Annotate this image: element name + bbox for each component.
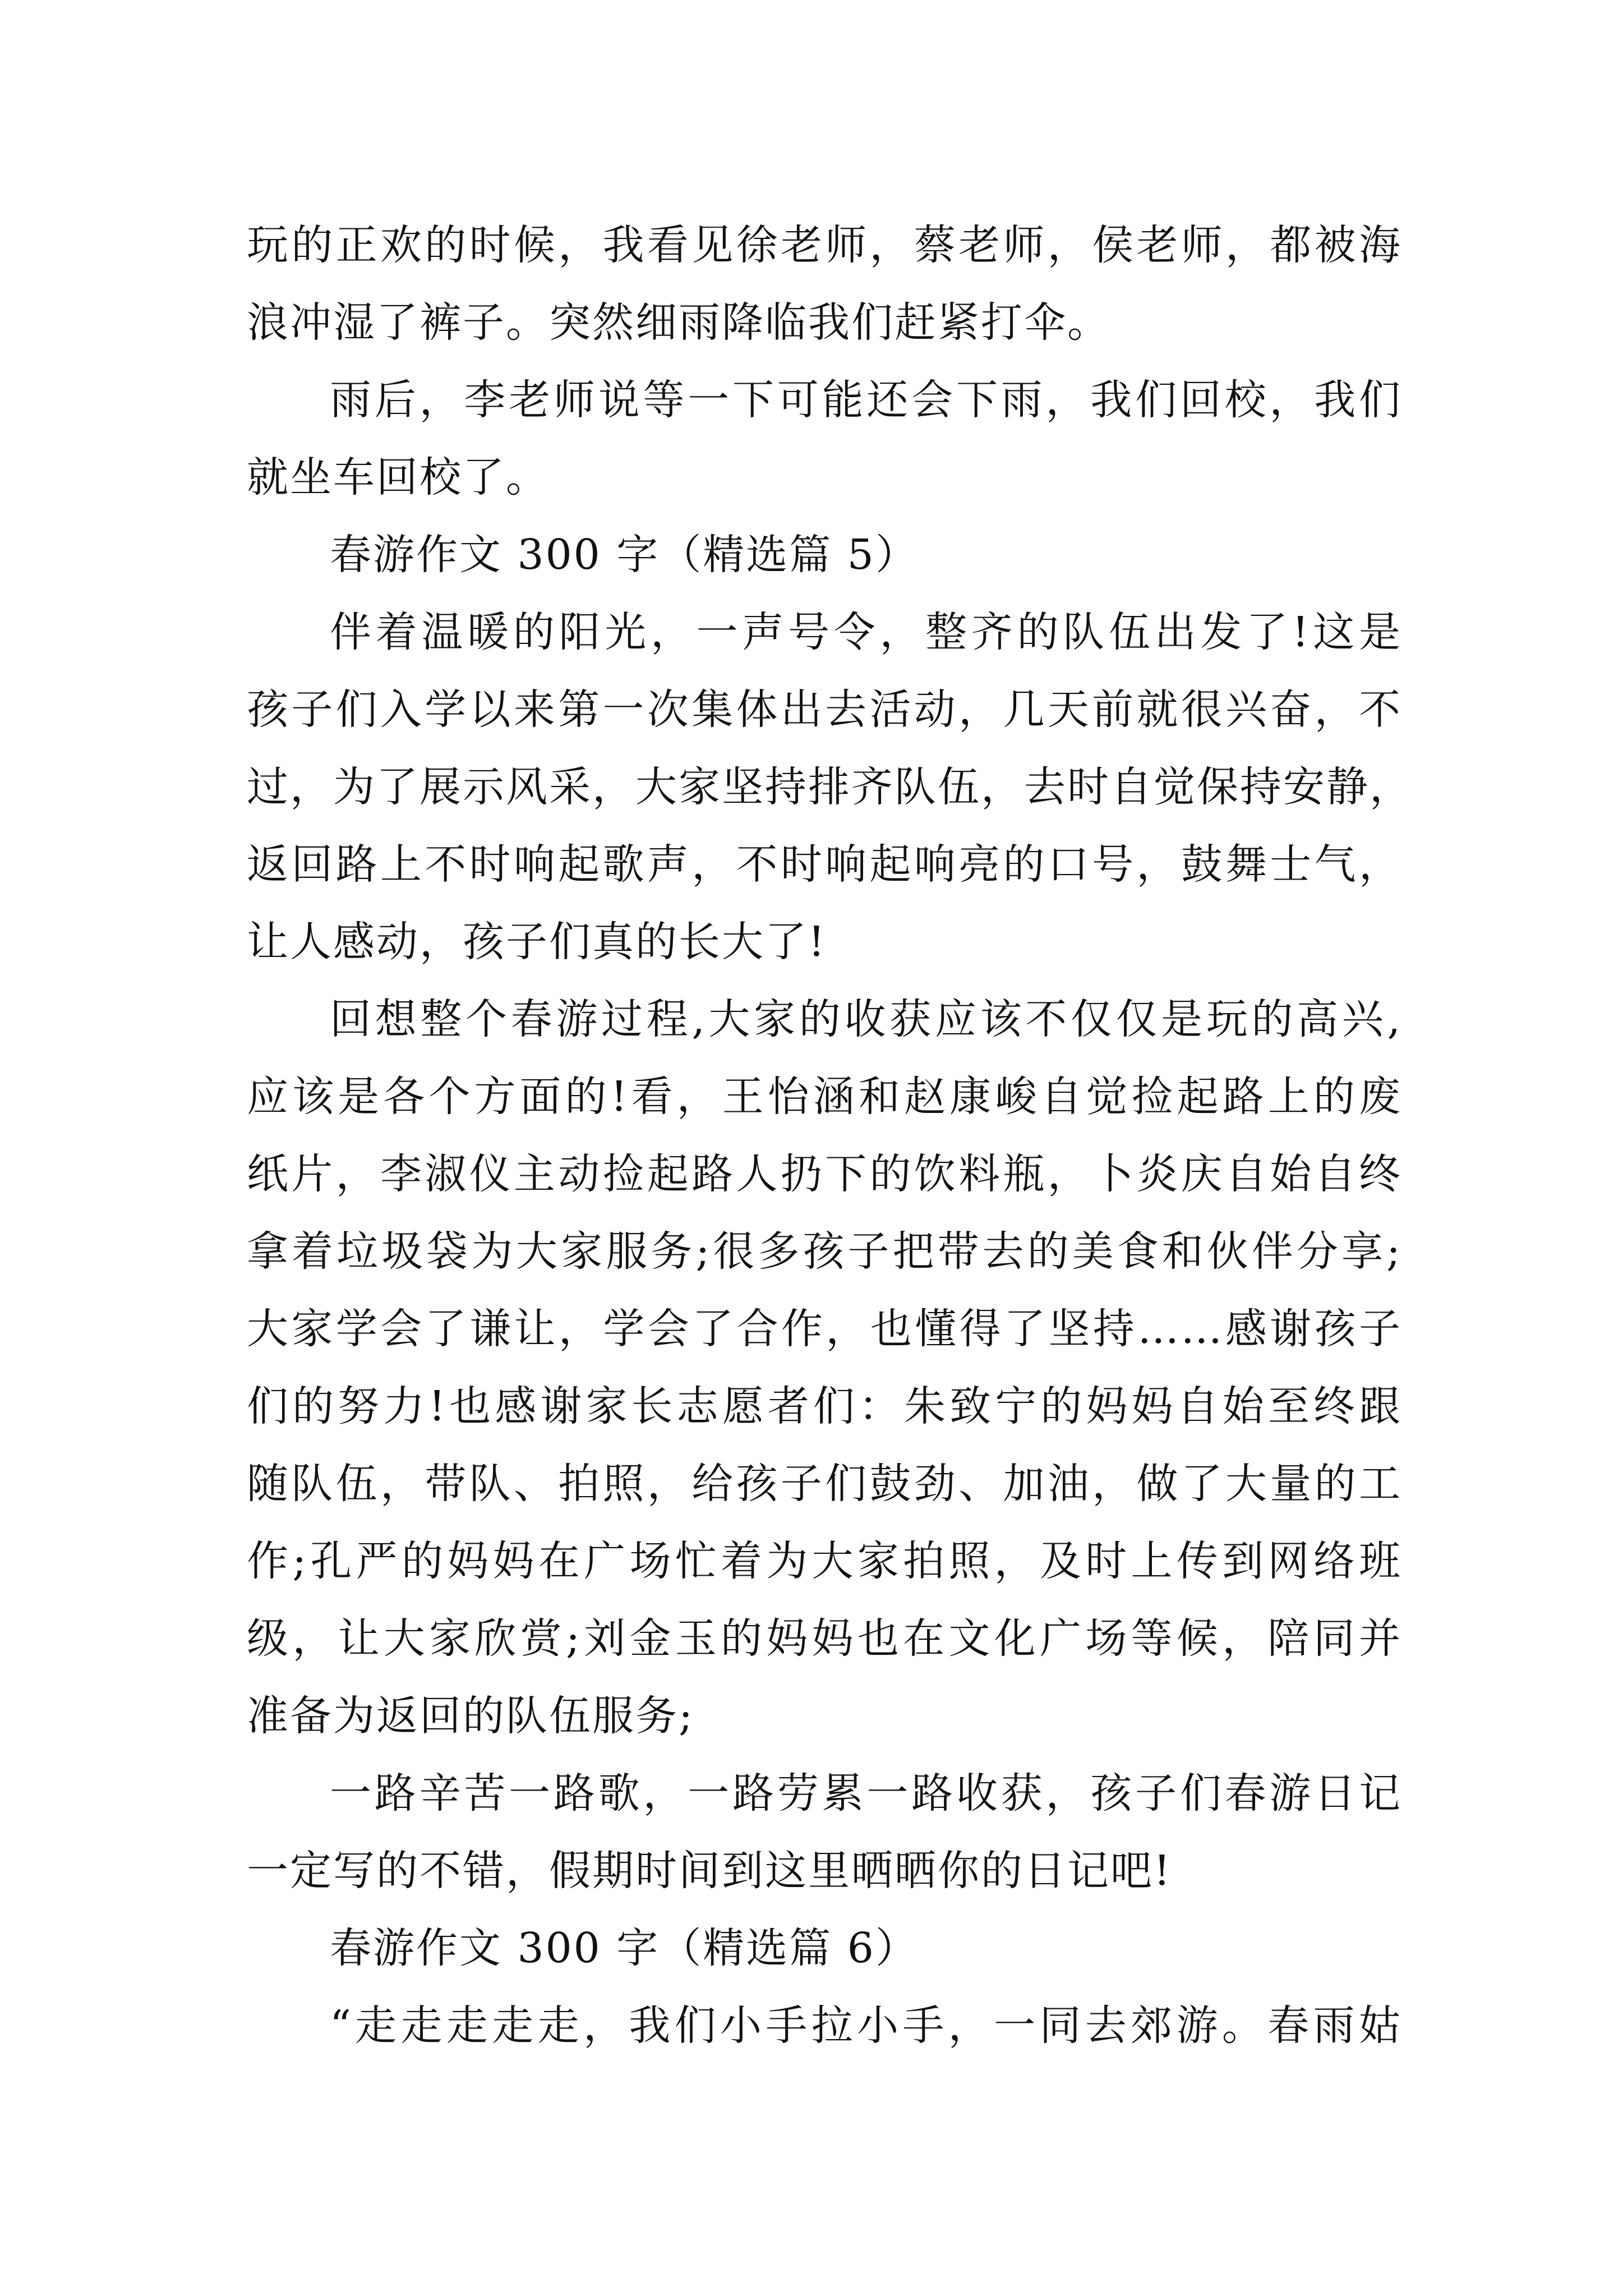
text-line: 应该是各个方面的!看，王怡涵和赵康峻自觉捡起路上的废 [247,1073,1402,1121]
text-line: 玩的正欢的时候，我看见徐老师，蔡老师，侯老师，都被海 [247,221,1402,269]
text-line: 大家学会了谦让，学会了合作，也懂得了坚持……感谢孩子 [247,1305,1402,1353]
section-heading: 春游作文 300 字（精选篇 5） [330,531,919,579]
body-text [247,206,1413,2064]
text-line: 过，为了展示风采，大家坚持排齐队伍，去时自觉保持安静， [247,763,1413,811]
text-line: 纸片，李淑仪主动捡起路人扔下的饮料瓶，卜炎庆自始自终 [247,1150,1402,1198]
text-line: 雨后，李老师说等一下可能还会下雨，我们回校，我们 [330,376,1402,424]
text-line: 回想整个春游过程,大家的收获应该不仅仅是玩的高兴, [330,995,1402,1043]
text-line: 孩子们入学以来第一次集体出去活动，几天前就很兴奋，不 [247,685,1402,734]
text-line: 浪冲湿了裤子。突然细雨降临我们赶紧打伞。 [247,298,1110,347]
text-line: 返回路上不时响起歌声，不时响起响亮的口号，鼓舞士气， [247,840,1402,889]
text-line: 级，让大家欣赏;刘金玉的妈妈也在文化广场等候，陪同并 [247,1614,1402,1663]
text-line: 随队伍，带队、拍照，给孩子们鼓劲、加油，做了大量的工 [247,1460,1402,1508]
text-line: “走走走走走，我们小手拉小手，一同去郊游。春雨姑 [330,2001,1402,2050]
text-line: 让人感动，孩子们真的长大了! [247,918,827,966]
text-line: 就坐车回校了。 [247,453,549,501]
text-line: 准备为返回的队伍服务; [247,1692,694,1740]
text-line: 一定写的不错，假期时间到这里晒晒你的日记吧! [247,1847,1172,1895]
text-line: 一路辛苦一路歌，一路劳累一路收获，孩子们春游日记 [330,1769,1402,1818]
text-line: 们的努力!也感谢家长志愿者们：朱致宁的妈妈自始至终跟 [247,1382,1402,1430]
section-heading: 春游作文 300 字（精选篇 6） [330,1924,919,1972]
text-line: 作;孔严的妈妈在广场忙着为大家拍照，及时上传到网络班 [247,1537,1402,1585]
text-line: 拿着垃圾袋为大家服务;很多孩子把带去的美食和伙伴分享; [247,1227,1402,1276]
text-line: 伴着温暖的阳光，一声号令，整齐的队伍出发了!这是 [330,608,1402,656]
